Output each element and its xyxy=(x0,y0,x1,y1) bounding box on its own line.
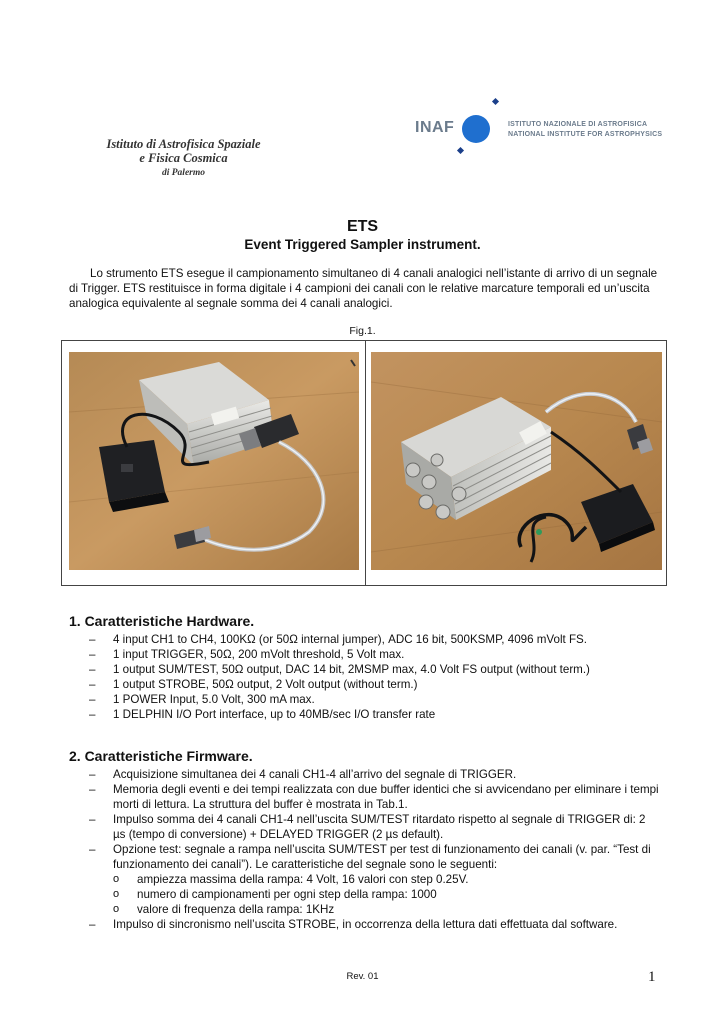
device-photo-left xyxy=(69,352,359,570)
document-title: ETS xyxy=(346,218,379,235)
iasf-line-1: Istituto di Astrofisica Spaziale xyxy=(106,137,261,151)
inaf-acronym: INAF xyxy=(415,119,455,136)
device-photo-right xyxy=(371,352,662,570)
iasf-line-3: di Palermo xyxy=(161,168,205,178)
hardware-list xyxy=(89,632,659,722)
section-firmware-heading: 2. Caratteristiche Firmware. xyxy=(69,748,253,764)
sublist-item: o valore di frequenza della rampa: 1KHz xyxy=(113,902,659,917)
list-item-with-sublist xyxy=(89,842,659,917)
figure-box xyxy=(61,340,667,586)
sublist-item: o numero di campionamenti per ogni step della rampa: 1000 xyxy=(113,887,659,902)
sublist-item: o ampiezza massima della rampa: 4 Volt, 16 valori con step 0.25V. xyxy=(113,872,659,887)
list-item: – 1 input TRIGGER, 50Ω, 200 mVolt threshold, 5 Volt max. xyxy=(89,647,659,662)
firmware-list xyxy=(89,767,659,932)
ets-device-bnc-connectors-photo-icon xyxy=(371,352,662,570)
list-item: – 4 input CH1 to CH4, 100KΩ (or 50Ω internal jumper), ADC 16 bit, 500KSMP, 4096 mVolt FS. xyxy=(89,632,659,647)
revision-label: Rev. 01 xyxy=(346,971,379,982)
inaf-name-it: ISTITUTO NAZIONALE DI ASTROFISICA xyxy=(508,121,648,128)
inaf-logo-icon xyxy=(452,96,504,154)
ets-device-usb-cable-photo-icon xyxy=(69,352,359,570)
list-item: – Impulso somma dei 4 canali CH1-4 nell’uscita SUM/TEST ritardato rispetto al segnale di TRIGGER di: 2 µs (tempo di conversione) + DELAYED TRIGGER (2 µs default). xyxy=(89,812,659,842)
document-subtitle: Event Triggered Sampler instrument. xyxy=(244,237,481,252)
iasf-line-2: e Fisica Cosmica xyxy=(139,151,228,165)
list-item: – 1 DELPHIN I/O Port interface, up to 40MB/sec I/O transfer rate xyxy=(89,707,659,722)
inaf-name xyxy=(508,120,662,140)
test-options-sublist xyxy=(113,872,659,917)
list-item: – Impulso di sincronismo nell’uscita STROBE, in occorrenza della lettura dati effettuata dal software. xyxy=(89,917,659,932)
list-item: – Memoria degli eventi e dei tempi realizzata con due buffer identici che si avvicendano per eliminare i tempi morti di lettura. La struttura del buffer è mostrata in Tab.1. xyxy=(89,782,659,812)
inaf-name-en: NATIONAL INSTITUTE FOR ASTROPHYSICS xyxy=(508,131,663,138)
list-item-text: Opzione test: segnale a rampa nell’uscita SUM/TEST per test di funzionamento dei canali (v. par. “Test di funzionamento dei canali”). Le caratteristiche del segnale sono le seguenti: xyxy=(113,843,651,871)
intro-paragraph: Lo strumento ETS esegue il campionamento simultaneo di 4 canali analogici nell’istante di arrivo di un segnale di Trigger. ETS restituisce in forma digitale i 4 campioni dei canali con le relative marcature temporali ed un’uscita analogica equivalente al segnale somma dei 4 canali analogici. xyxy=(69,267,658,310)
list-item: – 1 POWER Input, 5.0 Volt, 300 mA max. xyxy=(89,692,659,707)
figure-caption: Fig.1. xyxy=(349,325,376,337)
section-hardware-heading: 1. Caratteristiche Hardware. xyxy=(69,613,255,629)
list-item: – 1 output STROBE, 50Ω output, 2 Volt output (without term.) xyxy=(89,677,659,692)
list-item: – 1 output SUM/TEST, 50Ω output, DAC 14 bit, 2MSMP max, 4.0 Volt FS output (without term.) xyxy=(89,662,659,677)
list-item: – Acquisizione simultanea dei 4 canali CH1-4 all’arrivo del segnale di TRIGGER. xyxy=(89,767,659,782)
iasf-logo-text xyxy=(96,137,271,180)
page-number: 1 xyxy=(648,969,656,985)
figure-divider xyxy=(365,341,366,585)
